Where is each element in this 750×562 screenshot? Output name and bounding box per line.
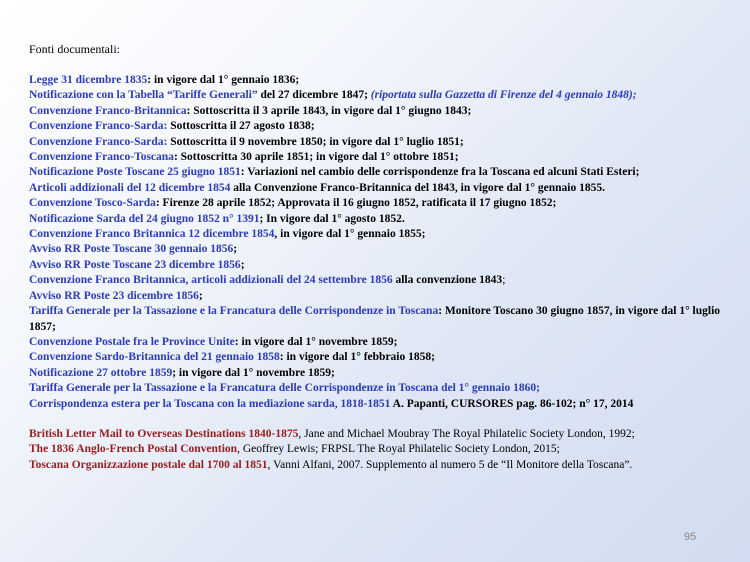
book-detail: , Vanni Alfani, 2007. Supplemento al numero 5 de “Il Monitore della Toscana”. bbox=[267, 458, 633, 471]
reference-item bbox=[29, 242, 721, 257]
reference-note: (riportata sulla Gazzetta di Firenze del 4 gennaio 1848); bbox=[370, 89, 637, 102]
spacer bbox=[29, 412, 721, 427]
reference-title: Corrispondenza estera per la Toscana con la mediazione sarda, 1818-1851 bbox=[29, 397, 391, 410]
reference-detail: , in vigore dal 1° gennaio 1855; bbox=[274, 228, 426, 241]
reference-item bbox=[29, 304, 721, 335]
reference-item bbox=[29, 73, 721, 88]
page-number: 95 bbox=[684, 531, 697, 543]
reference-item bbox=[29, 104, 721, 119]
reference-title: Convenzione Postale fra le Province Unite bbox=[29, 335, 235, 348]
reference-item bbox=[29, 273, 721, 288]
reference-title: Convenzione Franco Britannica, articoli addizionali del 24 settembre 1856 bbox=[29, 274, 393, 287]
reference-item bbox=[29, 289, 721, 304]
reference-detail: Sottoscritta il 9 novembre 1850; in vigore dal 1° luglio 1851; bbox=[167, 135, 464, 148]
reference-item bbox=[29, 150, 721, 165]
reference-detail: alla Convenzione Franco-Britannica del 1843, in vigore dal 1° gennaio 1855. bbox=[230, 181, 605, 194]
book-item bbox=[29, 458, 721, 473]
reference-punct: ; bbox=[502, 274, 506, 287]
reference-title: Convenzione Franco-Sarda: bbox=[29, 135, 168, 148]
reference-detail: ; in vigore dal 1° novembre 1859; bbox=[172, 366, 335, 379]
reference-detail: Sottoscritta il 27 agosto 1838; bbox=[167, 120, 315, 133]
book-title: Toscana Organizzazione postale dal 1700 al 1851 bbox=[29, 458, 268, 471]
reference-item bbox=[29, 212, 721, 227]
reference-title: Convenzione Franco-Toscana bbox=[29, 151, 174, 164]
book-detail: , Geoffrey Lewis; FRPSL The Royal Philatelic Society London, 2015; bbox=[237, 443, 560, 456]
reference-title: Tariffa Generale per la Tassazione e la Francatura delle Corrispondenze in Toscana del 1° gennaio 1860; bbox=[29, 382, 540, 395]
reference-detail: : in vigore dal 1° gennaio 1836; bbox=[147, 74, 300, 86]
reference-title: Convenzione Sardo-Britannica del 21 gennaio 1858 bbox=[29, 351, 280, 364]
reference-title: Articoli addizionali del 12 dicembre 1854 bbox=[29, 181, 231, 194]
reference-title: Legge 31 dicembre 1835 bbox=[29, 74, 148, 86]
book-title: British Letter Mail to Overseas Destinations 1840-1875 bbox=[29, 427, 299, 440]
reference-title: Notificazione con la Tabella “Tariffe Generali” bbox=[29, 89, 258, 102]
reference-title: Notificazione 27 ottobre 1859 bbox=[29, 366, 173, 379]
reference-item bbox=[29, 227, 721, 242]
reference-detail: alla convenzione 1843 bbox=[392, 274, 503, 287]
reference-item bbox=[29, 135, 721, 150]
reference-detail: : Sottoscritta il 3 aprile 1843, in vigore dal 1° giugno 1843; bbox=[186, 104, 472, 117]
reference-detail: ; bbox=[198, 289, 203, 302]
reference-item bbox=[29, 258, 721, 273]
reference-item bbox=[29, 366, 721, 381]
book-title: The 1836 Anglo-French Postal Convention bbox=[29, 443, 238, 456]
reference-detail: ; bbox=[240, 258, 245, 271]
reference-title: Convenzione Tosco-Sarda bbox=[29, 197, 156, 210]
reference-title: Avviso RR Poste Toscane 23 dicembre 1856 bbox=[29, 258, 241, 271]
reference-detail: del 27 dicembre 1847; bbox=[257, 89, 371, 102]
reference-detail: : in vigore dal 1° febbraio 1858; bbox=[279, 351, 435, 364]
reference-title: Avviso RR Poste Toscane 30 gennaio 1856 bbox=[29, 243, 234, 256]
reference-title: Tariffa Generale per la Tassazione e la Francatura delle Corrispondenze in Toscana bbox=[29, 305, 439, 318]
reference-item bbox=[29, 335, 721, 350]
reference-detail: : Sottoscritta 30 aprile 1851; in vigore dal 1° ottobre 1851; bbox=[173, 151, 459, 164]
book-detail: , Jane and Michael Moubray The Royal Philatelic Society London, 1992; bbox=[298, 427, 635, 440]
reference-title: Notificazione Sarda del 24 giugno 1852 n° 1391 bbox=[29, 212, 260, 225]
reference-item bbox=[29, 119, 721, 134]
reference-detail: ; bbox=[233, 243, 238, 256]
references-list bbox=[29, 73, 721, 473]
book-item bbox=[29, 442, 721, 457]
reference-item bbox=[29, 165, 721, 180]
book-item bbox=[29, 427, 721, 442]
reference-detail: : Variazioni nel cambio delle corrispondenze fra la Toscana ed alcuni Stati Esteri; bbox=[240, 166, 640, 179]
reference-detail: : in vigore dal 1° novembre 1859; bbox=[234, 335, 398, 348]
reference-title: Convenzione Franco Britannica 12 dicembre 1854 bbox=[29, 228, 275, 241]
reference-item bbox=[29, 88, 721, 103]
reference-item bbox=[29, 381, 721, 396]
reference-item bbox=[29, 397, 721, 412]
reference-title: Notificazione Poste Toscane 25 giugno 1851 bbox=[29, 166, 241, 179]
reference-item bbox=[29, 350, 721, 365]
reference-detail: : Firenze 28 aprile 1852; Approvata il 16 giugno 1852, ratificata il 17 giugno 1852; bbox=[155, 197, 557, 210]
reference-title: Avviso RR Poste 23 dicembre 1856 bbox=[29, 289, 199, 302]
heading: Fonti documentali: bbox=[29, 42, 120, 56]
reference-item bbox=[29, 196, 721, 211]
reference-item bbox=[29, 181, 721, 196]
reference-detail: : Monitore Toscano 30 giugno 1857, in vigore dal 1° luglio 1857; bbox=[29, 305, 721, 333]
reference-detail: A. Papanti, CURSORES pag. 86-102; n° 17, 2014 bbox=[390, 397, 634, 410]
reference-title: Convenzione Franco-Britannica bbox=[29, 104, 187, 117]
reference-detail: ; In vigore dal 1° agosto 1852. bbox=[259, 212, 405, 225]
reference-title: Convenzione Franco-Sarda: bbox=[29, 120, 168, 133]
